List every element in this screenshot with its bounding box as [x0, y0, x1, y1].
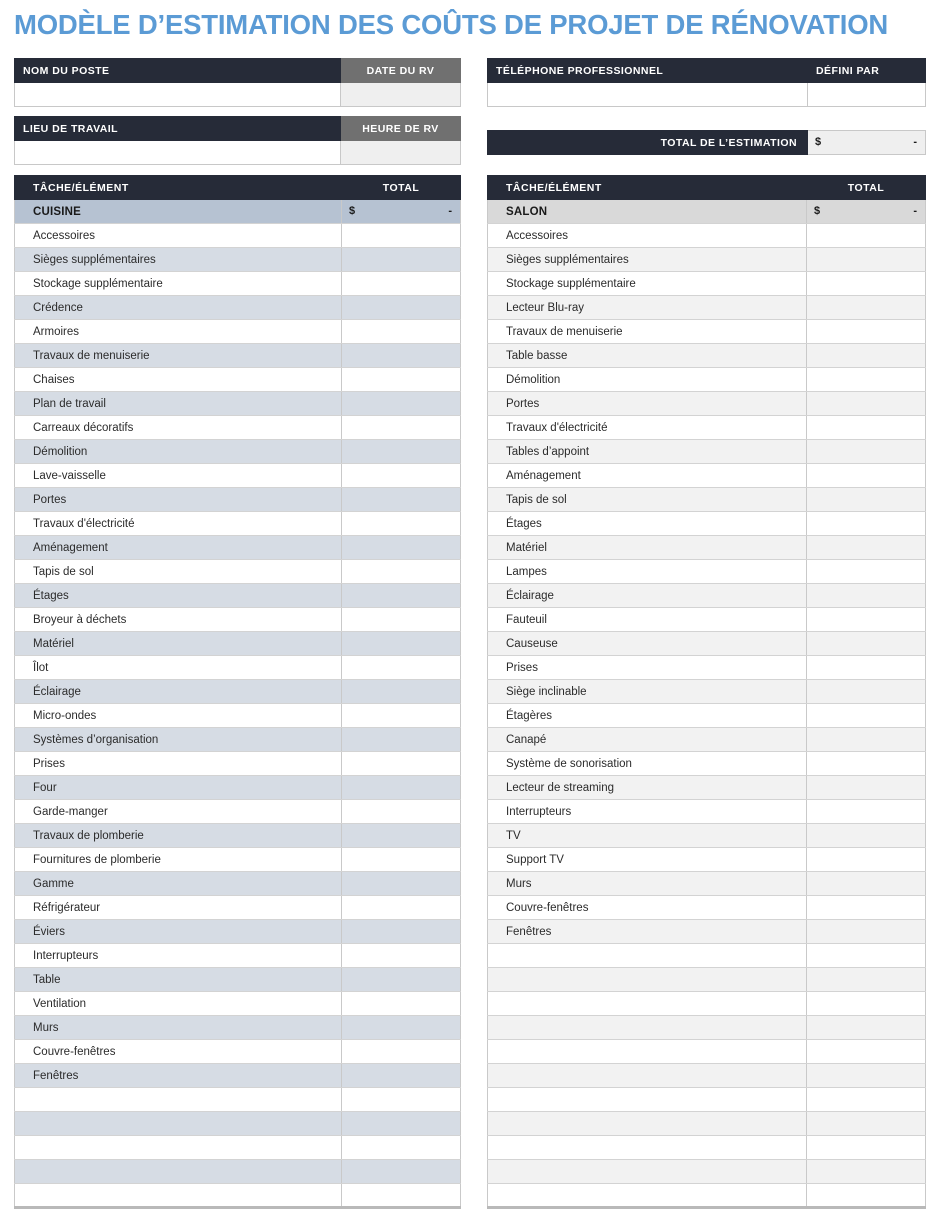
table-row: [15, 344, 461, 368]
task-item-cell[interactable]: [15, 1112, 342, 1136]
task-total-cell[interactable]: [342, 872, 461, 896]
total-estimate-currency: $: [815, 136, 822, 148]
task-item-cell[interactable]: Système de sonorisation: [488, 752, 807, 776]
total-estimate-label: TOTAL DE L’ESTIMATION: [488, 131, 808, 155]
task-item-cell[interactable]: Siège inclinable: [488, 680, 807, 704]
table-row: [488, 1064, 926, 1088]
task-total-cell[interactable]: [807, 584, 926, 608]
task-total-cell[interactable]: [342, 1064, 461, 1088]
total-estimate-row: [488, 131, 926, 155]
task-item-cell[interactable]: Couvre-fenêtres: [488, 896, 807, 920]
task-item-cell[interactable]: Fenêtres: [488, 920, 807, 944]
task-item-cell[interactable]: Table: [15, 968, 342, 992]
work-location-value-row: [15, 141, 461, 165]
defined-by-input[interactable]: [808, 83, 926, 107]
task-total-cell[interactable]: [342, 1112, 461, 1136]
task-item-cell[interactable]: Portes: [15, 488, 342, 512]
table-row: [15, 584, 461, 608]
info-spacer: [15, 107, 461, 117]
task-total-cell[interactable]: [342, 368, 461, 392]
task-total-cell[interactable]: [807, 656, 926, 680]
table-row: [15, 560, 461, 584]
table-row: [488, 992, 926, 1016]
table-row: [488, 632, 926, 656]
task-total-cell[interactable]: [807, 512, 926, 536]
task-total-cell[interactable]: [342, 224, 461, 248]
task-total-cell[interactable]: [807, 920, 926, 944]
task-item-cell[interactable]: Travaux de menuiserie: [488, 320, 807, 344]
task-total-cell[interactable]: [807, 704, 926, 728]
task-total-cell[interactable]: [342, 512, 461, 536]
table-row: [15, 320, 461, 344]
table-row: [488, 1184, 926, 1208]
task-total-cell[interactable]: [807, 1184, 926, 1208]
task-total-cell[interactable]: [342, 896, 461, 920]
job-name-label: NOM DU POSTE: [15, 59, 341, 83]
task-item-cell[interactable]: [15, 1160, 342, 1184]
task-total-cell[interactable]: [807, 368, 926, 392]
table-row: [15, 248, 461, 272]
task-item-cell[interactable]: Stockage supplémentaire: [488, 272, 807, 296]
table-row: [488, 656, 926, 680]
table-row: [488, 1136, 926, 1160]
work-location-label: LIEU DE TRAVAIL: [15, 117, 341, 141]
section-total-amount: -: [448, 205, 452, 217]
table-row: [488, 824, 926, 848]
table-row: [15, 920, 461, 944]
task-item-cell[interactable]: Éviers: [15, 920, 342, 944]
task-total-cell[interactable]: [807, 392, 926, 416]
task-item-cell[interactable]: Causeuse: [488, 632, 807, 656]
total-estimate-value: [808, 131, 926, 155]
task-item-cell[interactable]: Plan de travail: [15, 392, 342, 416]
table-row: [488, 680, 926, 704]
task-total-cell[interactable]: [807, 272, 926, 296]
task-total-cell[interactable]: [807, 680, 926, 704]
task-item-cell[interactable]: Démolition: [15, 440, 342, 464]
table-row: [15, 1184, 461, 1208]
task-total-cell[interactable]: [342, 440, 461, 464]
task-total-cell[interactable]: [342, 296, 461, 320]
business-phone-input[interactable]: [488, 83, 808, 107]
table-row: [15, 896, 461, 920]
table-row: [488, 272, 926, 296]
table-row: [488, 440, 926, 464]
task-total-cell[interactable]: [342, 1016, 461, 1040]
task-total-cell[interactable]: [342, 944, 461, 968]
task-item-cell[interactable]: Ventilation: [15, 992, 342, 1016]
task-item-cell[interactable]: Étagères: [488, 704, 807, 728]
contact-info-table: [487, 58, 926, 107]
page-title: MODÈLE D’ESTIMATION DES COÛTS DE PROJET DE RÉNOVATION: [14, 9, 889, 40]
table-row: [488, 1160, 926, 1184]
table-row: [488, 536, 926, 560]
table-row: [15, 1136, 461, 1160]
task-total-cell[interactable]: [342, 584, 461, 608]
work-location-header-row: [15, 117, 461, 141]
task-item-cell[interactable]: Murs: [488, 872, 807, 896]
task-total-cell[interactable]: [342, 992, 461, 1016]
table-row: [15, 1016, 461, 1040]
table-row: [15, 632, 461, 656]
task-total-cell[interactable]: [807, 992, 926, 1016]
section-total: [342, 200, 461, 224]
task-item-cell[interactable]: Stockage supplémentaire: [15, 272, 342, 296]
task-total-cell[interactable]: [807, 1040, 926, 1064]
task-total-cell[interactable]: [342, 1088, 461, 1112]
table-row: [15, 824, 461, 848]
task-total-cell[interactable]: [807, 296, 926, 320]
table-row: [488, 944, 926, 968]
table-row: [15, 224, 461, 248]
table-header-row: [488, 176, 926, 200]
task-item-cell[interactable]: [488, 1112, 807, 1136]
task-item-cell[interactable]: [488, 992, 807, 1016]
task-item-cell[interactable]: Carreaux décoratifs: [15, 416, 342, 440]
table-row: [15, 848, 461, 872]
task-item-cell[interactable]: Tapis de sol: [488, 488, 807, 512]
table-row: [15, 728, 461, 752]
table-row: [15, 992, 461, 1016]
business-phone-label: TÉLÉPHONE PROFESSIONNEL: [488, 59, 808, 83]
task-total-cell[interactable]: [807, 464, 926, 488]
table-row: [488, 800, 926, 824]
task-item-cell[interactable]: Accessoires: [488, 224, 807, 248]
task-total-cell[interactable]: [807, 1016, 926, 1040]
table-row: [15, 296, 461, 320]
task-item-cell[interactable]: Prises: [15, 752, 342, 776]
task-item-cell[interactable]: Lecteur de streaming: [488, 776, 807, 800]
job-name-header-row: [15, 59, 461, 83]
task-total-cell[interactable]: [807, 872, 926, 896]
task-item-cell[interactable]: Murs: [15, 1016, 342, 1040]
task-item-cell[interactable]: Lave-vaisselle: [15, 464, 342, 488]
task-total-cell[interactable]: [342, 752, 461, 776]
task-total-cell[interactable]: [342, 848, 461, 872]
task-item-cell[interactable]: Support TV: [488, 848, 807, 872]
task-total-cell[interactable]: [807, 320, 926, 344]
task-total-cell[interactable]: [807, 800, 926, 824]
task-total-cell[interactable]: [807, 896, 926, 920]
table-row: [15, 800, 461, 824]
table-row: [488, 704, 926, 728]
table-row: [15, 464, 461, 488]
task-item-cell[interactable]: [488, 1064, 807, 1088]
table-row: [488, 392, 926, 416]
table-row: [15, 872, 461, 896]
table-row: [15, 1088, 461, 1112]
task-total-cell[interactable]: [807, 1160, 926, 1184]
defined-by-label: DÉFINI PAR: [808, 59, 926, 83]
task-total-cell[interactable]: [807, 752, 926, 776]
appointment-time-input[interactable]: [341, 141, 461, 165]
section-label: CUISINE: [15, 200, 342, 224]
table-row: [488, 368, 926, 392]
section-total-amount: -: [913, 205, 917, 217]
task-total-cell[interactable]: [807, 416, 926, 440]
task-item-cell[interactable]: Prises: [488, 656, 807, 680]
task-total-cell[interactable]: [342, 824, 461, 848]
task-total-cell[interactable]: [342, 1040, 461, 1064]
task-item-cell[interactable]: Armoires: [15, 320, 342, 344]
living-room-cost-table: [487, 175, 926, 1209]
task-item-cell[interactable]: [488, 1016, 807, 1040]
task-item-cell[interactable]: Portes: [488, 392, 807, 416]
task-total-cell[interactable]: [807, 824, 926, 848]
work-location-input[interactable]: [15, 141, 341, 165]
section-row: [15, 200, 461, 224]
section-total-currency: $: [349, 205, 356, 217]
section-label: SALON: [488, 200, 807, 224]
task-item-cell[interactable]: [488, 1136, 807, 1160]
task-total-cell[interactable]: [342, 608, 461, 632]
task-total-cell[interactable]: [807, 440, 926, 464]
contact-header-row: [488, 59, 926, 83]
task-item-cell[interactable]: Éclairage: [488, 584, 807, 608]
task-total-cell[interactable]: [342, 416, 461, 440]
task-item-cell[interactable]: Matériel: [488, 536, 807, 560]
table-row: [15, 680, 461, 704]
table-row: [15, 752, 461, 776]
table-row: [488, 584, 926, 608]
task-item-cell[interactable]: Lecteur Blu-ray: [488, 296, 807, 320]
task-item-cell[interactable]: Crédence: [15, 296, 342, 320]
task-item-cell[interactable]: Table basse: [488, 344, 807, 368]
task-total-cell[interactable]: [807, 224, 926, 248]
table-row: [15, 944, 461, 968]
table-row: [488, 416, 926, 440]
table-row: [488, 752, 926, 776]
task-item-cell[interactable]: Garde-manger: [15, 800, 342, 824]
task-item-cell[interactable]: Lampes: [488, 560, 807, 584]
table-row: [488, 248, 926, 272]
task-total-cell[interactable]: [342, 392, 461, 416]
table-row: [15, 608, 461, 632]
table-row: [15, 656, 461, 680]
table-row: [488, 896, 926, 920]
column-header-item: TÂCHE/ÉLÉMENT: [488, 176, 807, 200]
job-info-table: [14, 58, 461, 165]
task-item-cell[interactable]: [15, 1184, 342, 1208]
job-name-input[interactable]: [15, 83, 341, 107]
task-total-cell[interactable]: [342, 320, 461, 344]
task-total-cell[interactable]: [807, 776, 926, 800]
table-row: [488, 968, 926, 992]
task-item-cell[interactable]: Chaises: [15, 368, 342, 392]
task-item-cell[interactable]: Matériel: [15, 632, 342, 656]
task-item-cell[interactable]: Fauteuil: [488, 608, 807, 632]
task-total-cell[interactable]: [807, 1112, 926, 1136]
task-item-cell[interactable]: Travaux de menuiserie: [15, 344, 342, 368]
table-row: [488, 608, 926, 632]
task-item-cell[interactable]: Îlot: [15, 656, 342, 680]
task-total-cell[interactable]: [807, 1088, 926, 1112]
task-total-cell[interactable]: [342, 656, 461, 680]
task-total-cell[interactable]: [807, 1136, 926, 1160]
table-row: [15, 368, 461, 392]
task-item-cell[interactable]: Accessoires: [15, 224, 342, 248]
table-row: [15, 488, 461, 512]
contact-value-row: [488, 83, 926, 107]
task-total-cell[interactable]: [342, 248, 461, 272]
task-total-cell[interactable]: [807, 344, 926, 368]
task-item-cell[interactable]: Réfrigérateur: [15, 896, 342, 920]
section-row: [488, 200, 926, 224]
table-row: [15, 1040, 461, 1064]
task-item-cell[interactable]: [488, 1160, 807, 1184]
section-total: [807, 200, 926, 224]
task-item-cell[interactable]: Travaux d'électricité: [15, 512, 342, 536]
task-total-cell[interactable]: [342, 536, 461, 560]
task-item-cell[interactable]: [488, 1088, 807, 1112]
table-row: [488, 224, 926, 248]
task-item-cell[interactable]: Micro-ondes: [15, 704, 342, 728]
task-total-cell[interactable]: [807, 536, 926, 560]
task-item-cell[interactable]: Aménagement: [15, 536, 342, 560]
task-item-cell[interactable]: [15, 1088, 342, 1112]
task-total-cell[interactable]: [807, 968, 926, 992]
table-row: [488, 848, 926, 872]
task-total-cell[interactable]: [342, 920, 461, 944]
task-item-cell[interactable]: Étages: [488, 512, 807, 536]
task-total-cell[interactable]: [807, 848, 926, 872]
table-row: [488, 344, 926, 368]
column-header-item: TÂCHE/ÉLÉMENT: [15, 176, 342, 200]
task-item-cell[interactable]: Éclairage: [15, 680, 342, 704]
task-item-cell[interactable]: Tapis de sol: [15, 560, 342, 584]
table-row: [488, 512, 926, 536]
task-total-cell[interactable]: [342, 800, 461, 824]
task-total-cell[interactable]: [342, 1136, 461, 1160]
task-item-cell[interactable]: Sièges supplémentaires: [15, 248, 342, 272]
task-item-cell[interactable]: [488, 1040, 807, 1064]
task-total-cell[interactable]: [807, 632, 926, 656]
task-item-cell[interactable]: Interrupteurs: [488, 800, 807, 824]
task-item-cell[interactable]: Fenêtres: [15, 1064, 342, 1088]
kitchen-cost-table: [14, 175, 461, 1209]
table-row: [488, 320, 926, 344]
task-item-cell[interactable]: Interrupteurs: [15, 944, 342, 968]
task-item-cell[interactable]: Gamme: [15, 872, 342, 896]
table-row: [488, 1040, 926, 1064]
task-total-cell[interactable]: [807, 728, 926, 752]
task-total-cell[interactable]: [342, 968, 461, 992]
task-total-cell[interactable]: [807, 560, 926, 584]
section-total-currency: $: [814, 205, 821, 217]
task-total-cell[interactable]: [807, 1064, 926, 1088]
task-item-cell[interactable]: [488, 968, 807, 992]
task-total-cell[interactable]: [342, 680, 461, 704]
appointment-date-label: DATE DU RV: [341, 59, 461, 83]
task-item-cell[interactable]: Tables d’appoint: [488, 440, 807, 464]
table-row: [488, 296, 926, 320]
table-row: [15, 272, 461, 296]
table-row: [488, 776, 926, 800]
task-item-cell[interactable]: Étages: [15, 584, 342, 608]
task-item-cell[interactable]: Fournitures de plomberie: [15, 848, 342, 872]
task-total-cell[interactable]: [342, 632, 461, 656]
task-item-cell[interactable]: Broyeur à déchets: [15, 608, 342, 632]
total-estimate-amount: -: [913, 136, 917, 148]
table-row: [488, 464, 926, 488]
task-item-cell[interactable]: Travaux de plomberie: [15, 824, 342, 848]
table-row: [488, 1016, 926, 1040]
total-estimate-table: [487, 130, 926, 155]
table-row: [15, 536, 461, 560]
task-total-cell[interactable]: [807, 248, 926, 272]
task-item-cell[interactable]: Aménagement: [488, 464, 807, 488]
table-row: [488, 1088, 926, 1112]
table-row: [15, 968, 461, 992]
job-name-value-row: [15, 83, 461, 107]
appointment-time-label: HEURE DE RV: [341, 117, 461, 141]
task-total-cell[interactable]: [342, 464, 461, 488]
table-row: [15, 776, 461, 800]
task-item-cell[interactable]: Démolition: [488, 368, 807, 392]
task-item-cell[interactable]: [488, 944, 807, 968]
column-header-total: TOTAL: [807, 176, 926, 200]
task-total-cell[interactable]: [342, 1184, 461, 1208]
table-header-row: [15, 176, 461, 200]
living-room-table-body: [488, 176, 926, 1208]
task-total-cell[interactable]: [342, 776, 461, 800]
task-total-cell[interactable]: [342, 272, 461, 296]
table-row: [15, 416, 461, 440]
task-total-cell[interactable]: [342, 1160, 461, 1184]
column-header-total: TOTAL: [342, 176, 461, 200]
task-item-cell[interactable]: Systèmes d’organisation: [15, 728, 342, 752]
task-total-cell[interactable]: [342, 344, 461, 368]
table-row: [488, 728, 926, 752]
table-row: [15, 704, 461, 728]
table-row: [488, 1112, 926, 1136]
table-row: [488, 488, 926, 512]
task-item-cell[interactable]: Canapé: [488, 728, 807, 752]
task-total-cell[interactable]: [807, 944, 926, 968]
appointment-date-input[interactable]: [341, 83, 461, 107]
table-row: [15, 392, 461, 416]
kitchen-table-body: [15, 176, 461, 1208]
table-row: [15, 1160, 461, 1184]
task-total-cell[interactable]: [807, 488, 926, 512]
table-row: [15, 512, 461, 536]
task-total-cell[interactable]: [342, 728, 461, 752]
task-total-cell[interactable]: [342, 704, 461, 728]
table-row: [488, 560, 926, 584]
task-item-cell[interactable]: Couvre-fenêtres: [15, 1040, 342, 1064]
table-row: [15, 1112, 461, 1136]
table-row: [15, 1064, 461, 1088]
task-item-cell[interactable]: [488, 1184, 807, 1208]
table-row: [488, 872, 926, 896]
task-item-cell[interactable]: Sièges supplémentaires: [488, 248, 807, 272]
task-item-cell[interactable]: Four: [15, 776, 342, 800]
task-item-cell[interactable]: Travaux d'électricité: [488, 416, 807, 440]
task-item-cell[interactable]: [15, 1136, 342, 1160]
table-row: [15, 440, 461, 464]
task-total-cell[interactable]: [807, 608, 926, 632]
task-item-cell[interactable]: TV: [488, 824, 807, 848]
task-total-cell[interactable]: [342, 488, 461, 512]
task-total-cell[interactable]: [342, 560, 461, 584]
table-row: [488, 920, 926, 944]
